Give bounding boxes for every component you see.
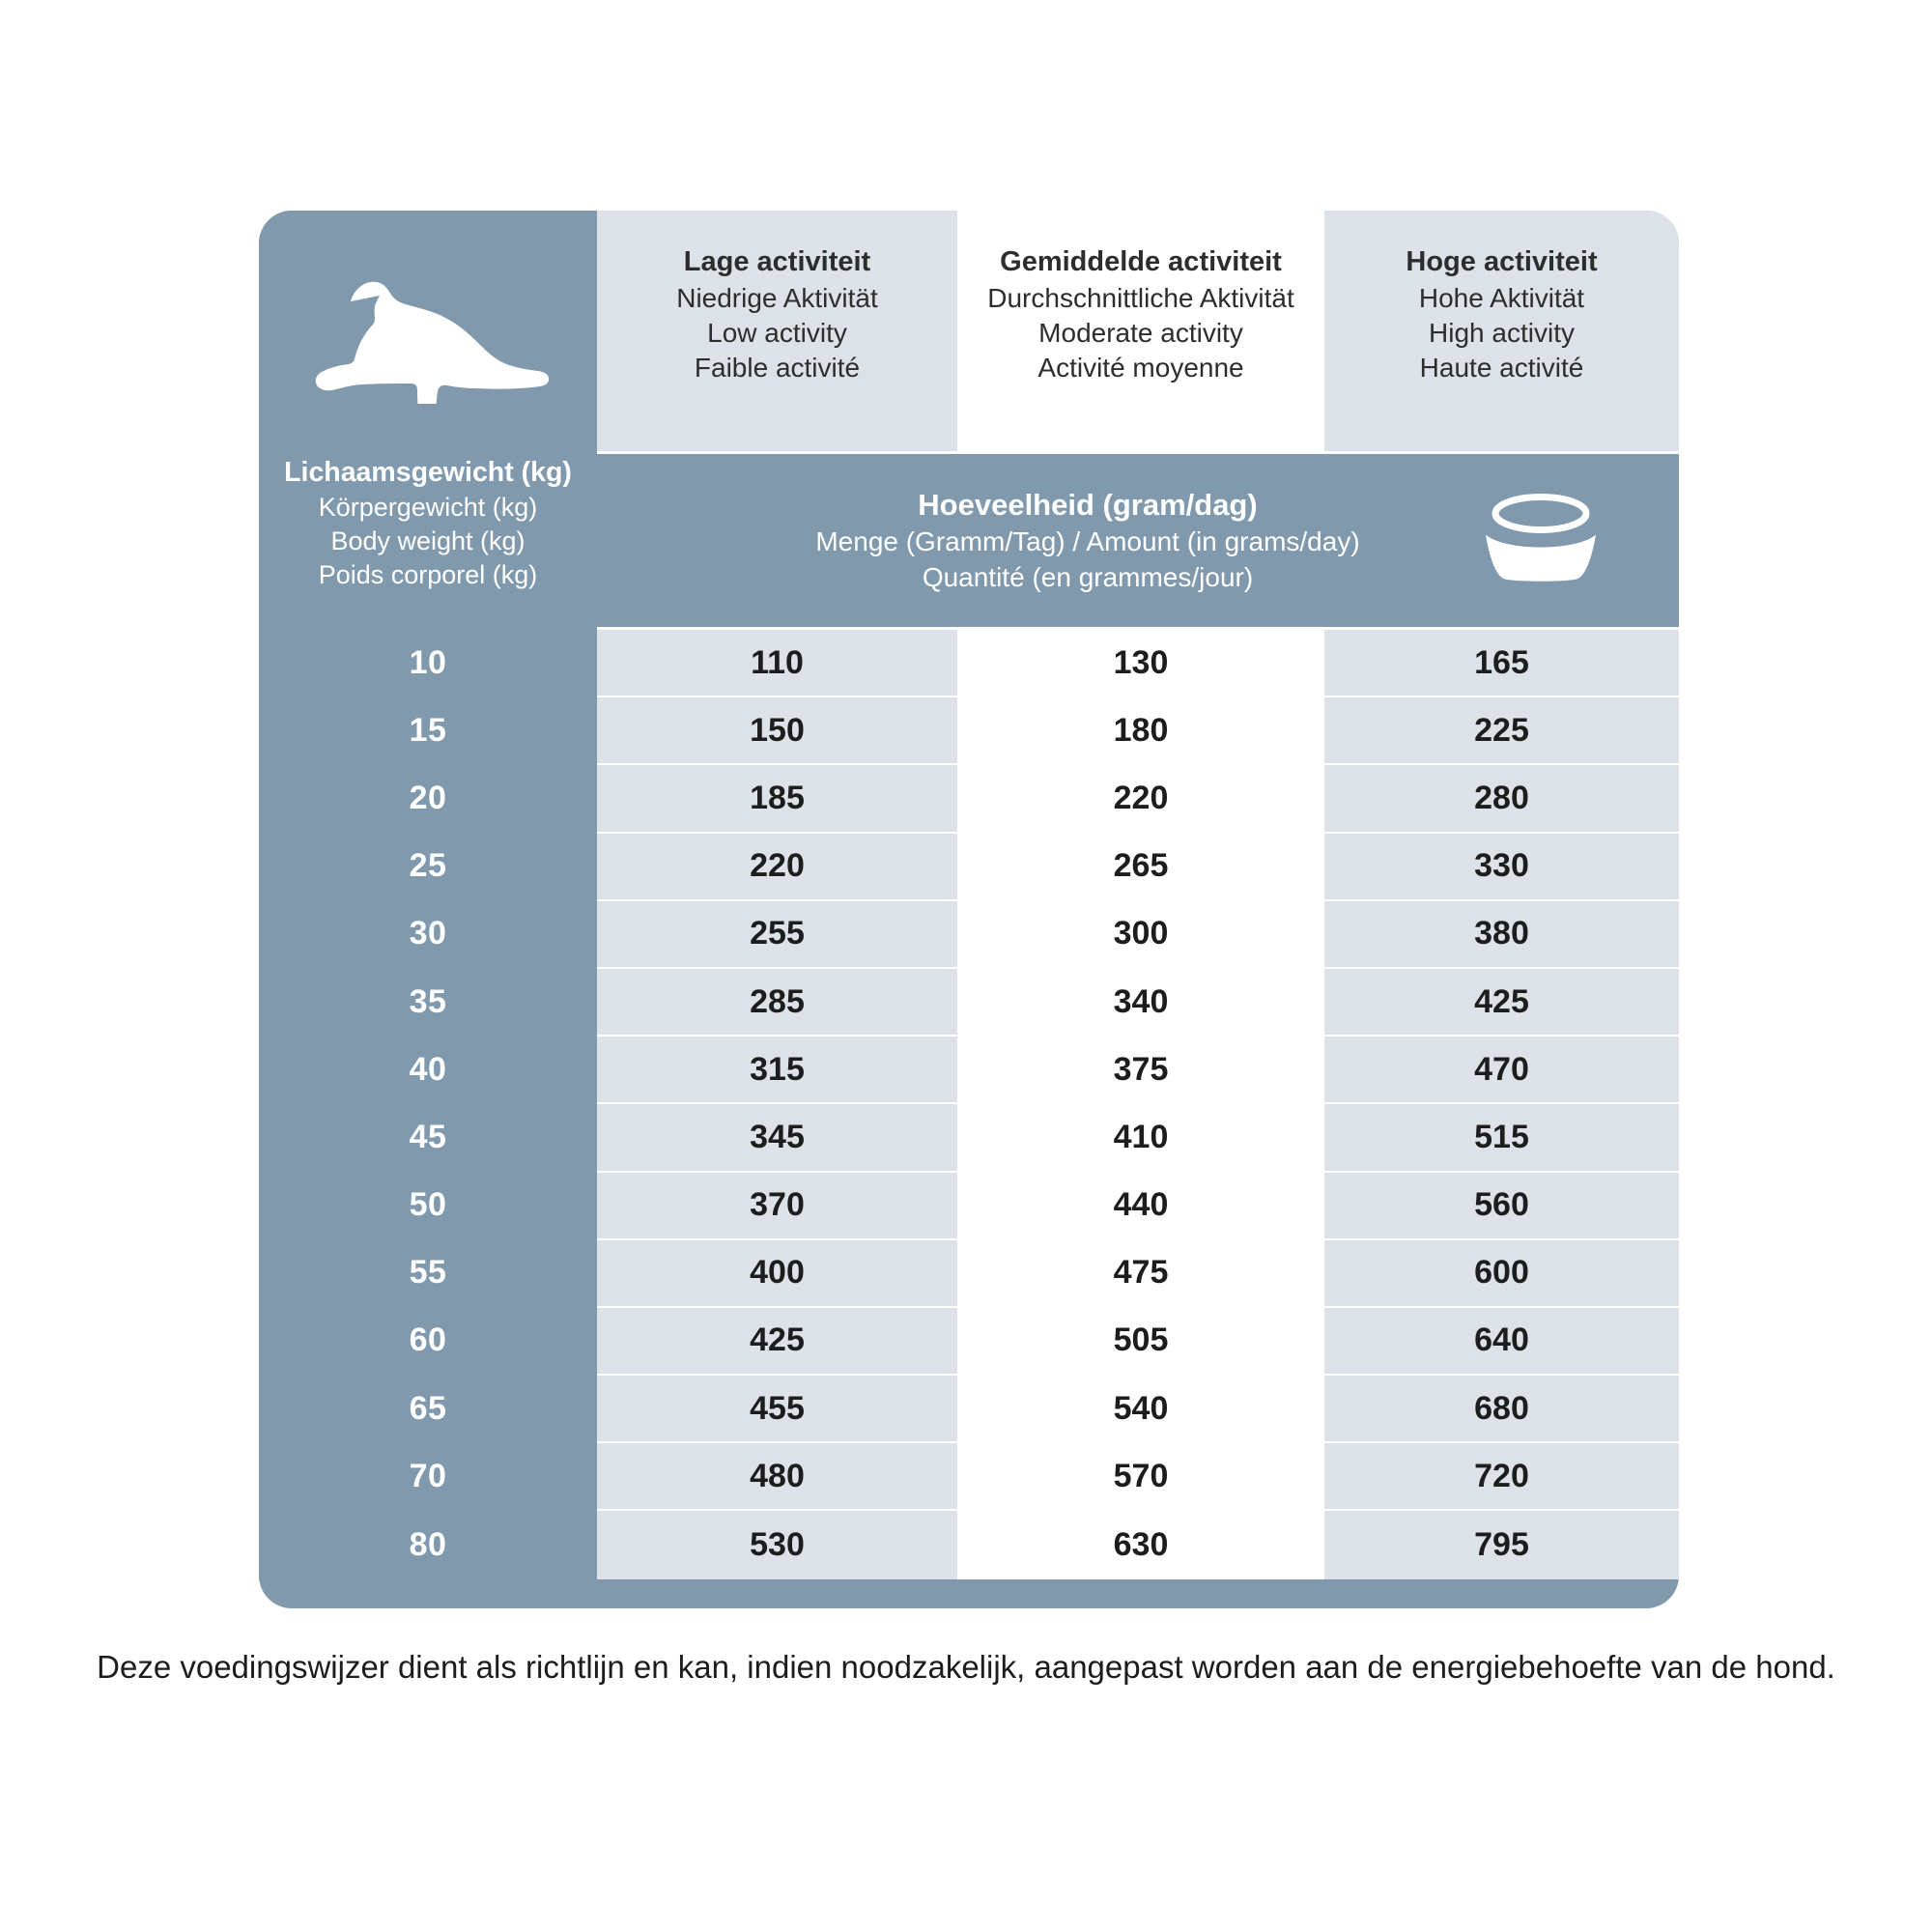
col-mod-line3: Moderate activity <box>1038 318 1243 349</box>
cell-low: 345 <box>597 1104 957 1172</box>
weight-header-line1: Lichaamsgewicht (kg) <box>284 457 572 488</box>
cell-moderate: 180 <box>957 697 1324 765</box>
row-weight: 10 <box>259 630 597 697</box>
cell-high: 600 <box>1324 1240 1679 1308</box>
cell-high: 425 <box>1324 969 1679 1037</box>
cell-high: 720 <box>1324 1443 1679 1511</box>
row-weight: 50 <box>259 1173 597 1240</box>
cell-moderate: 220 <box>957 765 1324 833</box>
amount-banner <box>597 451 1679 630</box>
row-weight: 45 <box>259 1104 597 1172</box>
amount-line1: Hoeveelheid (gram/dag) <box>918 487 1258 522</box>
cell-high: 330 <box>1324 834 1679 901</box>
weight-header-line3: Body weight (kg) <box>330 526 526 556</box>
cell-high: 560 <box>1324 1173 1679 1240</box>
cell-low: 150 <box>597 697 957 765</box>
feeding-table <box>259 211 1679 1608</box>
cell-high: 165 <box>1324 630 1679 697</box>
cell-moderate: 440 <box>957 1173 1324 1240</box>
amount-banner-text <box>815 486 1359 595</box>
row-weight: 70 <box>259 1443 597 1511</box>
col-low-line1: Lage activiteit <box>683 246 871 277</box>
cell-high: 795 <box>1324 1511 1679 1578</box>
row-weight: 80 <box>259 1511 597 1578</box>
col-low-line3: Low activity <box>707 318 847 349</box>
cell-low: 425 <box>597 1308 957 1376</box>
cell-moderate: 475 <box>957 1240 1324 1308</box>
amount-line3: Quantité (en grammes/jour) <box>922 561 1254 592</box>
row-weight: 35 <box>259 969 597 1037</box>
cell-moderate: 300 <box>957 901 1324 969</box>
cell-low: 110 <box>597 630 957 697</box>
col-high-line1: Hoge activiteit <box>1406 246 1598 277</box>
cell-low: 370 <box>597 1173 957 1240</box>
col-mod-line2: Durchschnittliche Aktivität <box>987 282 1294 313</box>
cell-low: 400 <box>597 1240 957 1308</box>
cell-high: 225 <box>1324 697 1679 765</box>
cell-high: 515 <box>1324 1104 1679 1172</box>
row-weight: 15 <box>259 697 597 765</box>
col-mod-line4: Activité moyenne <box>1037 353 1244 384</box>
body-weight-header <box>259 451 597 630</box>
cell-high: 280 <box>1324 765 1679 833</box>
cell-high: 680 <box>1324 1376 1679 1443</box>
row-weight: 30 <box>259 901 597 969</box>
cell-low: 315 <box>597 1037 957 1104</box>
dog-silhouette-icon <box>259 211 597 451</box>
cell-low: 255 <box>597 901 957 969</box>
cell-moderate: 540 <box>957 1376 1324 1443</box>
column-header-high-activity <box>1324 211 1679 451</box>
feeding-table-card <box>259 211 1679 1608</box>
col-low-line2: Niedrige Aktivität <box>676 282 878 313</box>
cell-low: 480 <box>597 1443 957 1511</box>
weight-header-line4: Poids corporel (kg) <box>318 560 538 590</box>
row-weight: 55 <box>259 1240 597 1308</box>
row-weight: 25 <box>259 834 597 901</box>
row-weight: 40 <box>259 1037 597 1104</box>
cell-moderate: 375 <box>957 1037 1324 1104</box>
cell-low: 285 <box>597 969 957 1037</box>
col-high-line2: Hohe Aktivität <box>1418 282 1585 313</box>
cell-low: 530 <box>597 1511 957 1578</box>
cell-moderate: 410 <box>957 1104 1324 1172</box>
cell-low: 185 <box>597 765 957 833</box>
column-header-moderate-activity <box>957 211 1324 451</box>
weight-header-line2: Körpergewicht (kg) <box>318 493 538 523</box>
row-weight: 60 <box>259 1308 597 1376</box>
footer-note: Deze voedingswijzer dient als richtlijn en kan, indien noodzakelijk, aangepast worden aan de energiebehoefte van de hond. <box>97 1649 1835 1685</box>
cell-moderate: 505 <box>957 1308 1324 1376</box>
cell-moderate: 130 <box>957 630 1324 697</box>
row-weight: 65 <box>259 1376 597 1443</box>
cell-moderate: 630 <box>957 1511 1324 1578</box>
row-weight: 20 <box>259 765 597 833</box>
cell-low: 455 <box>597 1376 957 1443</box>
col-high-line4: Haute activité <box>1419 353 1584 384</box>
col-high-line3: High activity <box>1429 318 1575 349</box>
food-bowl-icon <box>1478 492 1604 589</box>
cell-low: 220 <box>597 834 957 901</box>
cell-high: 470 <box>1324 1037 1679 1104</box>
column-header-low-activity <box>597 211 957 451</box>
cell-high: 380 <box>1324 901 1679 969</box>
cell-moderate: 265 <box>957 834 1324 901</box>
cell-moderate: 570 <box>957 1443 1324 1511</box>
col-low-line4: Faible activité <box>694 353 861 384</box>
col-mod-line1: Gemiddelde activiteit <box>1000 246 1282 277</box>
amount-line2: Menge (Gramm/Tag) / Amount (in grams/day) <box>815 526 1360 557</box>
cell-high: 640 <box>1324 1308 1679 1376</box>
cell-moderate: 340 <box>957 969 1324 1037</box>
